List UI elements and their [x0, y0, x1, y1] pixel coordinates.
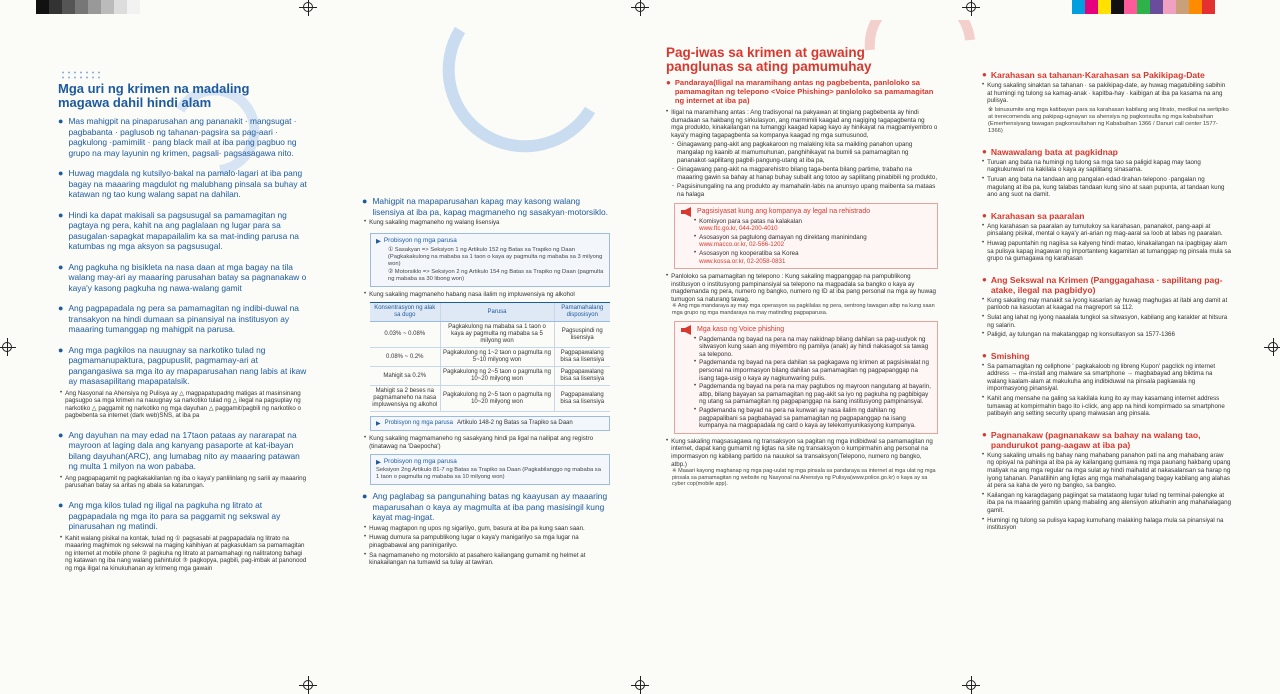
agency-text [699, 250, 798, 265]
dash-mark: - [672, 183, 674, 190]
voice-phishing-text: • Panloloko sa pamamagitan ng telepono : Kung sakaling magpanggap na pampublikong institusyon o institusyong pampinansiyal sa telepono na magpadala sa bangko o kaya ay magdemanda ng pera, numero ng bangko, numero ng ID at iba pang personal na mga ay huwag tumugon sa naturang tawag. [666, 273, 936, 303]
agency-link: www.ftc.go.kr, 044-200-4010 [699, 225, 778, 233]
bullet-note [60, 390, 310, 420]
safety-text: Kung sakaling sinaktan sa tahanan · sa pakikipag-date, ay huwag magatubiling sabihin at humingi ng tulong sa kamag-anak · kapitba-hay · kaibigan at iba pa kasama na ang pulisya. [987, 82, 1226, 105]
bullet-dot: • [982, 158, 985, 165]
voice-phishing-note: ※ Ang mga mandaraya ay may mga operasyon sa pagkilalas ng pera, sentrong tawagan atbp na kung saan mga grupo ng mga mandaraya na may matinding pagpaparusa. [672, 303, 935, 317]
table-header: Pamamahalang disposisyon [554, 303, 610, 322]
safety-item [982, 314, 1232, 329]
safety-text: Kung sakaling umalis ng bahay nang mahabang panahon pati na ang mahabang araw ng opisyal na pahinga at iba pa ay kailangang gumawa ng mga paunang hakbang upang matiyak na ang mga regular na mga sulat ay hindi maihatid at nakasalansan sa harap ng iyong tahanan. Panatilihin ang ligtas ang mga mahahalagang bagay kabilang ang alahas at pera sa kaha de yero ng bangko, sa bangko. [987, 451, 1231, 490]
case-text: Pagdemanda ng bayad na pera na may pagtubos ng mayroon nangutang at bayarin, atbp, bilang bayayan sa pamamagitan ng pag-akit sa iyo ng pagkuha ng pagbibigay ng utang sa pamamagitan ng pagpapanggap na isang institusyong pampinansyal. [699, 383, 931, 406]
bullet-dot: ● [58, 500, 64, 511]
safety-item [982, 297, 1232, 312]
bullet-note [60, 535, 310, 573]
section-title: Pag-iwas sa krimen at gawaing panglunas sa ating pamumuhay [666, 45, 872, 74]
table-header: Konsentrasyon ng alak sa dugo [370, 303, 440, 322]
provision-line: ② Motorsiklo => Seksiyon 2 ng Artikulo 154 ng Batas sa Trapiko ng Daan (pagmulta ng mababa sa 30 libong won) [388, 268, 604, 282]
phishing-case [680, 383, 932, 406]
driving-penalty-bullet: ● Mahigpit na mapaparusahan kapag may kasong walang lisensiya at iba pa, kapag magmaneho ng sasakyan·motorsiklo. [362, 196, 608, 217]
safety-section-title [982, 70, 1232, 80]
bullet-text: Ang mga kilos tulad ng iligal na pagkuha ng litrato at pagpapadala ng mga ito para sa paggamit ng sekswal ay pinarusahan ng matindi. [68, 500, 281, 532]
pyramid-warning-list [666, 141, 938, 198]
agency-link: www.kossa.or.kr, 02-2058-0831 [699, 257, 786, 265]
note-text: Kahit walang pisikal na kontak, tulad ng ① pagsasabi at pagpapadala ng litrato na maaaring maghimok ng sekswal na maging kahihiyan at pagkasuklam sa pamamagitan ng internet at mobile phone ② pagkuha ng litrato at pamamahagi ng nalitratong bahagi ng katawan ng iba nang walang pahintulot ③ pagkopya, pagbili, pag-imbak at panonood ng mga iligal na kinukuhanan ay krimeng mga gawain [65, 534, 307, 572]
bullet-dot: ● [58, 344, 64, 355]
bullet-dot: • [694, 217, 697, 224]
penalty-provision-box-2: ▶ Probisyon ng mga parusa Artikulo 148-2 ng Batas sa Trapiko sa Daan [370, 416, 610, 431]
online-transaction-text: • Kung sakaling magsasagawa ng transaksyon sa pagitan ng mga indibidwal sa pamamagitan ng internet, dapat kang gumamit ng ligtas na site ng transaksyon o kumpirmahin ang personal na impormasyon ng kabilang partido na nauukol sa transaksyon(Telepono, numero ng bangko, atbp.) [666, 437, 933, 468]
bullet-dot: • [364, 551, 367, 558]
section-title-text: Karahasan sa paaralan [990, 210, 1085, 221]
safety-note: ※ Isinusumite ang mga katibayan para sa karahasan kabilang ang litrato, medikal na sertipiko at irerecomenda ang pakipag-ugnayan sa ahensiya ng pagkonsulta ng mga kababaihan (Emerhensiyang tawagan pagkonsultahan ng Kababaihan 1366 / Danuri call center 1577-1366) [988, 106, 1229, 134]
safety-section-title [982, 430, 1232, 450]
alcohol-penalty-table [370, 302, 610, 412]
agency-label: Asosasyon sa pagtulong damayan ng direktang maninindang [699, 233, 867, 241]
bullet-dot: • [982, 313, 985, 320]
warning-item [672, 183, 938, 198]
safety-section [982, 70, 1232, 135]
section-title-text: Pagnanakaw (pagnanakaw sa bahay na walang tao, pandurukot pang-aagaw at iba pa) [990, 429, 1201, 450]
bullet-dot: • [982, 491, 985, 498]
bullet-dot: • [60, 534, 63, 541]
bullet-dot: • [982, 362, 985, 369]
bullet-dot: • [694, 233, 697, 240]
sub-bullet [364, 525, 610, 533]
bullet-dot: ● [58, 261, 64, 272]
agency-item [680, 218, 932, 233]
phishing-case [680, 407, 932, 430]
table-cell: 0.08% ~ 0.2% [370, 348, 440, 367]
table-row [370, 348, 610, 367]
crime-bullet [58, 500, 310, 532]
bullet-dot: • [982, 395, 985, 402]
public-order-bullet: ● Ang paglabag sa pangunahing batas ng kaayusan ay maaaring maparusahan o kaya ay magmulta at iba pang masisingil kung kayat mag-ingat. [362, 491, 608, 523]
safety-section [982, 211, 1232, 263]
bullet-dot: ● [982, 350, 987, 360]
sub-text: Sa nagmamaneho ng motorsiklo at pasahero kailangang gumamit ng helmet at kinakailangan na tumawid sa tulay at tawiran. [369, 551, 586, 567]
safety-text: Kahit ang mensahe na galing sa kakilala kung ito ay may kasamang internet address tumawag at kompirmahin bago ito i-click, ang app na hindi kompirmado sa smartphone patibayin ang setting security upang maiwasan ang pinsala. [987, 395, 1225, 418]
bullet-dot: • [364, 534, 367, 541]
penalty-provision-box [370, 233, 610, 287]
safety-section-title [982, 351, 1232, 361]
bullet-dot: ● [982, 210, 987, 220]
note-text: Ang pagpapagamit ng pagkakakilanlan ng iba o kaya'y panlilinlang ng sarili ay maaaring parusahan batay sa aritas ng abala sa katarungan. [65, 474, 307, 490]
safety-text: Ang karahasan sa paaralan ay tumutukoy sa karahasan, pananakot, pang-aapi at pinsalang pisikal, mental o kaya'y ari-arian ng mag-aaral sa loob at labas ng paaralan. [987, 222, 1223, 238]
bullet-text: Hindi ka dapat makisali sa pagsusugal sa pamamagitan ng pagtaya ng pera, kahit na ang paglalaan ng lugar para sa pasugalan·sapagkat mapapailalim ka sa mat-inding parusa na katumbas ng mga aksyon sa pagsusugal. [68, 209, 299, 251]
bullet-dot: ● [58, 429, 64, 440]
safety-item [982, 395, 1232, 418]
case-text: Pagdemanda ng bayad na pera na kunwari ay nasa ilalim ng dahilan ng pagpapalibani sa pagbabayad sa pamamagitan ng pagpapanggap na isang kumpanya na magpapadala ng card o kaya ay telekomyunikasyong kumpanya. [699, 407, 916, 430]
penalty-provision-box-3: ▶ Probisyon ng mga parusa Seksiyon 2ng Artikulo 81-7 ng Batas sa Trapiko sa Daan (Pagkabilanggo ng mababa sa 1 taon o pagmulta ng mababa sa 10 milyong won) [370, 454, 610, 485]
sub-text: Huwag dumura sa pampublikong lugar o kaya'y manigarilyo sa mga lugar na pinagbabawal ang paninigarilyo. [369, 534, 579, 550]
safety-item [982, 240, 1232, 263]
section-title-text: Smishing [990, 350, 1030, 361]
page-title: Mga uri ng krimen na madaling magawa dahil hindi alam [58, 81, 250, 110]
table-cell: Pagkakulong ng 1~2 taon o pagmulta ng 5~10 milyong won [440, 348, 554, 367]
table-cell: Pagsuspindi ng lisensiya [554, 322, 610, 348]
bullet-dot: ● [58, 168, 64, 178]
table-row [370, 322, 610, 348]
bullet-text: Ang pagpapadala ng pera sa pamamagitan ng indibi-duwal na transakyon na hindi dumaan sa pinansiyal na institusyon ay maaaring tumanggap ng mahigpit na parusa. [68, 303, 299, 334]
warning-item [672, 166, 938, 181]
section-title-text: Nawawalang bata at pagkidnap [990, 146, 1118, 157]
table-cell: Mahigit sa 0.2% [370, 367, 440, 386]
bullet-dot: • [982, 451, 985, 458]
bullet-text: Huwag magdala ng kutsilyo·bakal na pamalo·lagari at iba pang bagay na maaaring magdulot ng malubhang pinsala sa buhay at katawan ng tao kung walang sapat na dahilan. [68, 168, 307, 199]
bullet-note [60, 475, 310, 490]
section-title-text: Ang Sekswal na Krimen (Panggagahasa · sapilitang pag-atake, ilegal na pagbidyo) [990, 274, 1223, 295]
bullet-text: Ang mga pagkilos na nauugnay sa narkotiko tulad ng pagmamanupaktura, pagpupuslit, pagmamay-ari at pangangasiwa sa mga ito ay mapaparusahan nang labis at ikaw ay masasapilitang mapapatalsik. [68, 344, 307, 386]
safety-section [982, 351, 1232, 418]
dash-mark: - [672, 141, 674, 148]
bullet-dot: • [694, 407, 697, 413]
sub-bullet [364, 534, 610, 549]
agency-text [699, 234, 867, 249]
warning-text: Ginagawang pang-akit ang pagkakaroon ng malaking kita sa maikling panahon upang mangalap ng kaanib at mamumuhunan, panghihikayat na bumili sa pamamagitan ng pananakot·sapilitang pagbili·pangung-utang at iba pa, [677, 141, 913, 164]
section-title-text: Karahasan sa tahanan·Karahasan sa Pakikipag-Date [990, 70, 1205, 80]
column-types-of-crime [58, 70, 310, 573]
safety-section [982, 430, 1232, 532]
safety-item [982, 176, 1232, 199]
bullet-dot: • [982, 516, 985, 523]
crime-type-list [58, 116, 310, 573]
column-safety-topics [982, 70, 1232, 532]
megaphone-icon [680, 207, 693, 217]
bullet-dot: • [982, 175, 985, 182]
bullet-dot: ● [982, 146, 987, 156]
bullet-text: Mas mahigpit na pinaparusahan ang pananakit · mangsugat · pagbabanta · paglusob ng tahanan·pagsira sa pag-aari · pagkulong ·pamimilit · pang black mail at iba pang pagbuo ng grupo na may layunin ng krimen, pagsali· pagsasagawa nito. [68, 116, 297, 158]
bullet-text: Ang dayuhan na may edad na 17taon pataas ay nararapat na mayroon at laging dala ang kanyang pasaporte at kat-ibayan bilang dayuhan(ARC), ang lumabag nito ay maaaring patawan ng multa 1 milyon na won pababa. [68, 429, 300, 472]
safety-item [982, 363, 1232, 393]
crime-bullet [58, 430, 310, 472]
online-transaction-note: ※ Maaari kayong maghanap ng mga pag-uulat ng mga pinsala sa pandaraya sa internet at mga ulat ng mga pinsala sa pamamagitan ng website ng Nasyonal na Ahensiya ng Pulisya(www.police.go.kr) o kaya ay sa cyber cop(mobile app). [672, 468, 936, 488]
safety-text: Humingi ng tulong sa pulisya kapag kumuhang malaking halaga mula sa pinansiyal na institusyon [987, 516, 1224, 532]
phishing-case [680, 359, 932, 382]
bullet-dot: • [694, 335, 697, 342]
table-cell: Pagpapawalang bisa sa lisensiya [554, 386, 610, 412]
bullet-dot: ● [58, 209, 64, 220]
safety-section [982, 147, 1232, 199]
safety-text: Turuan ang bata na humingi ng tulong sa mga tao sa paligid kapag may taong nagkukunwari na kakilala o kaya ay sapilitang sinasama. [987, 158, 1201, 174]
dot-decoration [60, 70, 100, 80]
safety-item [982, 331, 1232, 339]
safety-item [982, 159, 1232, 174]
megaphone-icon [680, 325, 693, 335]
bullet-dot: • [694, 383, 697, 390]
provision-line: ① Sasakyan => Seksiyon 1 ng Artikulo 152 ng Batas sa Trapiko ng Daan (Pagkakakulong na mababa sa 1 taon o kaya ay pagmulta ng mababa sa 3 milyong won) [388, 246, 603, 267]
safety-text: Sulat ang lahat ng iyong naaalala tungkol sa sitwasyon, kabilang ang karakter at hitsura ng salarin. [987, 313, 1228, 329]
safety-item [982, 82, 1232, 105]
safety-section [982, 275, 1232, 339]
crime-bullet [58, 262, 310, 294]
dash-mark: - [672, 166, 674, 173]
note-text: Ang Nasyonal na Ahensiya ng Pulisya ay △ magpapatupadng matigas at masinsinang pagsugpo sa mga krimen na nauugnay sa narkotiko tulad ng △ ilegal na pagsuplay ng narkotiko △ paggamit ng narkotiko ng mga dayuhan △ paggamit/pagbili ng narkotiko o pagbebenta sa internet (dark web)SNS, at iba pa [65, 389, 301, 420]
agency-label: Asosasyon ng kooperatiba sa Korea [699, 249, 799, 257]
safety-text: Kung sakaling may manakit sa iyong kasarian ay huwag maghugas at itabi ang damit at panloob na kasuotan at kaagad na magreport sa 112. [987, 296, 1228, 312]
table-cell: Pagkakulong ng 2~5 taon o pagmulta ng 10~20 milyong won [440, 367, 554, 386]
table-cell: Pagkakulong ng 2~5 taon o pagmulta ng 10~20 milyong won [440, 386, 554, 412]
warning-text: Ginagawang pang-akit na magparehistro bilang taga-benta bilang partime, trabaho na maaaring gawin sa bahay at hanap buhay subalit ang totoo ay sapilitang pinabibili ng produkto, [677, 166, 938, 181]
agency-item [680, 234, 932, 249]
sub-bullet: • Kung sakaling magmamaneho ng sasakyang hindi pa ligal na nailipat ang registro (tinatawag na 'Daepocha') [364, 435, 594, 450]
case-text: Pagdemanda ng bayad na pera na may nakidnap bilang dahilan sa pag-uudyok ng sitwasyon kung saan ang miyembro ng pamilya (anak) ay hindi nakasagot sa tawag sa telepono. [699, 335, 929, 358]
public-order-list [362, 525, 610, 567]
bullet-dot: • [982, 222, 985, 229]
bullet-dot: • [60, 389, 63, 396]
fraud-heading: ● Pandaraya(Iligal na maramihang antas ng pagbebenta, panloloko sa pamamagitan ng telepono <Voice Phishing> panloloko sa pamamagitan ng internet at iba pa) [666, 78, 934, 105]
agency-label: Komisyon para sa patas na kalakalan [699, 217, 802, 225]
bullet-text: Ang pagkuha ng bisikleta na nasa daan at mga bagay na tila walang may-ari ay maaaring parusahan batay sa pagnanakaw o kaya'y kasong pagkuha ng nawa-walang gamit [68, 261, 307, 293]
table-row [370, 367, 610, 386]
sub-bullet: • Kung sakaling magmaneho habang nasa ilalim ng impluwensiya ng alkohol [364, 290, 575, 298]
safety-text: Turuan ang bata na tandaan ang pangalan·edad·tirahan·telepono ·pangalan ng magulang at iba pa, kung talabas tandaan kung sino at saan pupunta, at tandaan kung ano ang suot na damit. [987, 175, 1225, 199]
safety-item [982, 452, 1232, 490]
bullet-dot: ● [982, 274, 987, 284]
company-check-box [674, 203, 938, 270]
warning-text: Pagsisinungaling na ang produkto ay mamahalin·labis na anunsyo upang maibenta sa mataas na halaga [677, 183, 936, 198]
bullet-dot: • [982, 239, 985, 246]
bullet-dot: • [694, 359, 697, 366]
column-traffic-rules [362, 196, 610, 567]
bullet-dot: • [694, 249, 697, 256]
crime-bullet [58, 303, 310, 335]
table-cell: 0.03% ~ 0.08% [370, 322, 440, 348]
table-header: Parusa [440, 303, 554, 322]
agency-text [699, 218, 802, 233]
table-cell: Pagkakulong na mababa sa 1 taon o kaya ay pagmulta ng mababa sa 5 milyong won [440, 322, 554, 348]
right-page [640, 0, 1280, 694]
safety-item [982, 517, 1232, 532]
table-cell: Pagpapawalang bisa sa lisensiya [554, 367, 610, 386]
safety-text: Huwag papuntahin ng nagiisa sa kalyeng hindi matao, kinakailangan na ipagbigay alam sa pulisya kapag inagawan ng importanteng kagamitan at tumanggap ng pinsala mula sa grupo na gumagawa ng karahasan [987, 239, 1231, 263]
sub-bullet: • Kung sakaling magmaneho ng walang lisensiya [364, 219, 500, 226]
table-cell: Pagpapawalang bisa sa lisensiya [554, 348, 610, 367]
safety-section-title [982, 275, 1232, 295]
case-text: Pagdemanda ng bayad na pera dahilan sa pagkagawa ng krimen at pagsisiwalat ng personal na impormasyon bilang dahilan sa pamamagitan ng pagpapanggap na isang taga-usig o kaya ay nagkunwaring pulis. [699, 359, 929, 382]
warning-item [672, 141, 938, 164]
bullet-dot: ● [982, 429, 987, 439]
company-check-title: Pagsisiyasat kung ang kompanya ay legal na rehistrado [680, 207, 932, 217]
bullet-dot: • [982, 331, 985, 338]
pyramid-selling-text: • Iligal na maramihang antas : Ang tradisyonal na pakyawan at tingiang pagbebenta ay hindi dumadaan sa hakbang ng sirkulasyon, ang marmimili kaagad ang nagiging tagapagbenta ng mga produkto, kinakailangan na tumanggi kaagad kapag kayo ay hinikayat na magpamiyembro o kaya'y maging tagapagbenta sa kompanya kaagad ng mga sumusunod, [666, 109, 938, 139]
bullet-dot: • [982, 296, 985, 303]
crime-bullet [58, 345, 310, 387]
bullet-dot: ● [58, 303, 64, 313]
safety-section-title [982, 147, 1232, 157]
safety-item [982, 492, 1232, 515]
table-cell: Mahigit sa 2 beses na pagmamaneho na nasa impluwensiya ng alkohol [370, 386, 440, 412]
agency-item [680, 250, 932, 265]
sub-text: Huwag magtapon ng upos ng sigarilyo, gum, basura at iba pa kung saan saan. [369, 524, 585, 532]
safety-item [982, 223, 1232, 238]
bullet-dot: ● [982, 70, 987, 79]
crime-bullet [58, 168, 310, 200]
phishing-case [680, 336, 932, 359]
column-crime-prevention [666, 46, 938, 488]
safety-section-title [982, 211, 1232, 221]
safety-text: Paligid, ay tulungan na makatanggap ng konsultasyon sa 1577-1366 [987, 331, 1175, 339]
safety-text: Kailangan ng karagdagang pagiingat sa matataong lugar tulad ng terminal·palengke at iba pa na maaaring gamitin upang mabaling ang atensiyon atkuhanin ang mahahalagang gamit. [987, 491, 1232, 514]
table-row [370, 386, 610, 412]
safety-text: Sa pamamagitan ng cellphone ' pagkakaloob ng libreng Kupon' pagclick ng internet address → ma-install ang malware sa smartphone → magbabayad ang biktima na walang kaalam-alam at makukuha ang indibiduwal na pinsala pagkawala ng impormasyong pinansiyal. [987, 362, 1216, 393]
voice-phishing-cases-box: Mga kaso ng Voice phishing • Pagdemanda ng bayad na pera na may nakidnap bilang dahilan sa pag-uudyok ng sitwasyon kung saan ang miyembro ng pamilya (anak) ay hindi nakasagot sa tawag sa telepono. • Pagdemanda ng bayad na pera dahilan sa pagkagawa ng krimen at pagsisiwalat ng personal na impormasyon bilang dahilan sa pamamagitan ng pagpapanggap na isang taga-usig o kaya ay nagkunwaring pulis. • Pagdemanda ng bayad na pera na may pagtubos ng mayroon nangutang at bayarin, atbp, bilang bayayan sa pamamagitan ng pag-akit sa iyo ng pagkuha ng pagbibigay ng utang sa pamamagitan ng pagpapanggap na isang institusyong pampinansyal. • Pagdemanda ng bayad na pera na kunwari ay nasa ilalim ng dahilan ng pagpapalibani sa pagbabayad sa pamamagitan ng pagpapanggap na isang kumpanya na magpapadala ng card o kaya ay telekomyunikasyong kumpanya. [674, 321, 938, 434]
crime-bullet [58, 210, 310, 252]
bullet-dot: ● [58, 116, 64, 126]
provision-title: ▶ Probisyon ng mga parusa [376, 236, 457, 245]
bullet-dot: • [364, 524, 367, 531]
bullet-dot: • [60, 474, 63, 481]
crime-bullet [58, 116, 310, 158]
agency-link: www.macco.or.kr, 02-566-1202 [699, 241, 785, 249]
bullet-dot: • [982, 82, 985, 88]
sub-bullet [364, 552, 610, 567]
